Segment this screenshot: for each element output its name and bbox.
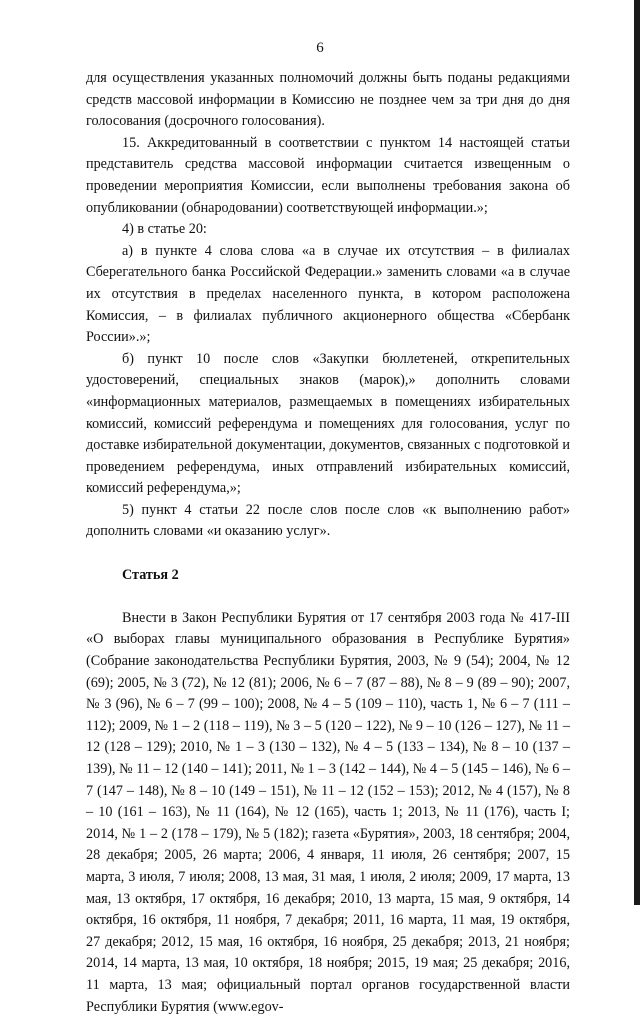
scan-edge-border [634,0,640,905]
paragraph-subitem-b: б) пункт 10 после слов «Закупки бюллетеней, открепительных удостоверений, специальных знаков (марок),» дополнить словами «информационных материалов, размещаемых в помещениях избирательных комиссий, комиссий референдума и помещениях для голосования, услуг по доставке избирательной документации, документов, связанных с подготовкой и проведением референдума, иных отправлений избирательных комиссий, комиссий референдума,»; [86,350,570,497]
paragraph-item-4: 4) в статье 20: [122,221,207,238]
page-number: 6 [316,40,324,56]
paragraph-item-15: 15. Аккредитованный в соответствии с пунктом 14 настоящей статьи представитель средства массовой информации считается извещенным о проведении мероприятия Комиссии, если выполнены требования закона об опубликовании (обнародовании) соответствующей информации.»; [86,134,570,216]
section-spacer [86,586,570,608]
paragraph-amendment-law: Внести в Закон Республики Бурятия от 17 сентября 2003 года № 417-III «О выборах главы муниципального образования в Республике Бурятия» (Собрание законодательства Республики Бурятия, 2003, № 9 (54); 2004, № 12 (69); 2005, № 3 (72), № 12 (81); 2006, № 6 – 7 (87 – 88), № 8 – 9 (89 – 90); 2007, № 3 (96), № 6 – 7 (99 – 100); 2008, № 4 – 5 (109 – 110), часть 1, № 6 – 7 (111 – 112); 2009, № 1 – 2 (118 – 119), № 3 – 5 (120 – 122), № 9 – 10 (126 – 127), № 11 – 12 (128 – 129); 2010, № 1 – 3 (130 – 132), № 4 – 5 (133 – 134), № 8 – 10 (137 – 139), № 11 – 12 (140 – 141); 2011, № 1 – 3 (142 – 144), № 4 – 5 (145 – 146), № 6 – 7 (147 – 148), № 8 – 10 (149 – 151), № 11 – 12 (152 – 153); 2012, № 4 (157), № 8 – 10 (161 – 163), № 11 (164), № 12 (165), часть 1; 2013, № 11 (176), часть I; 2014, № 1 – 2 (178 – 179), № 5 (182); газета «Бурятия», 2003, 18 сентября; 2004, 28 декабря; 2005, 26 марта; 2006, 4 января, 11 июля, 26 сентября; 2007, 15 марта, 3 июля, 7 июля; 2008, 13 мая, 31 мая, 1 июля, 2 июля; 2009, 17 марта, 13 мая, 13 октября, 17 октября, 16 декабря; 2010, 13 марта, 15 мая, 9 октября, 14 октября, 16 октября, 11 ноября, 7 декабря; 2011, 16 марта, 11 мая, 19 октября, 27 декабря; 2012, 15 мая, 16 октября, 16 ноября, 25 декабря; 2013, 21 ноября; 2014, 14 марта, 13 мая, 10 октября, 18 ноября; 2015, 19 мая; 25 декабря; 2016, 11 марта, 13 мая; официальный портал органов государственной власти Республики Бурятия (www.egov- [86,609,570,1015]
paragraph-subitem-a: а) в пункте 4 слова слова «а в случае их отсутствия – в филиалах Сберегательного банка Российской Федерации.» заменить словами «а в случае их отсутствия в пределах населенного пункта, в котором расположена Комиссия, – в филиалах публичного акционерного общества «Сбербанк России».»; [86,242,570,346]
document-body [86,68,570,1018]
paragraph-continuation: для осуществления указанных полномочий должны быть поданы редакциями средств массовой информации в Комиссию не позднее чем за три дня до дня голосования (досрочного голосования). [86,70,570,130]
paragraph-item-5: 5) пункт 4 статьи 22 после слов после слов «к выполнению работ» дополнить словами «и оказанию услуг». [86,501,570,540]
section-spacer [86,543,570,565]
article-heading: Статья 2 [122,566,179,583]
